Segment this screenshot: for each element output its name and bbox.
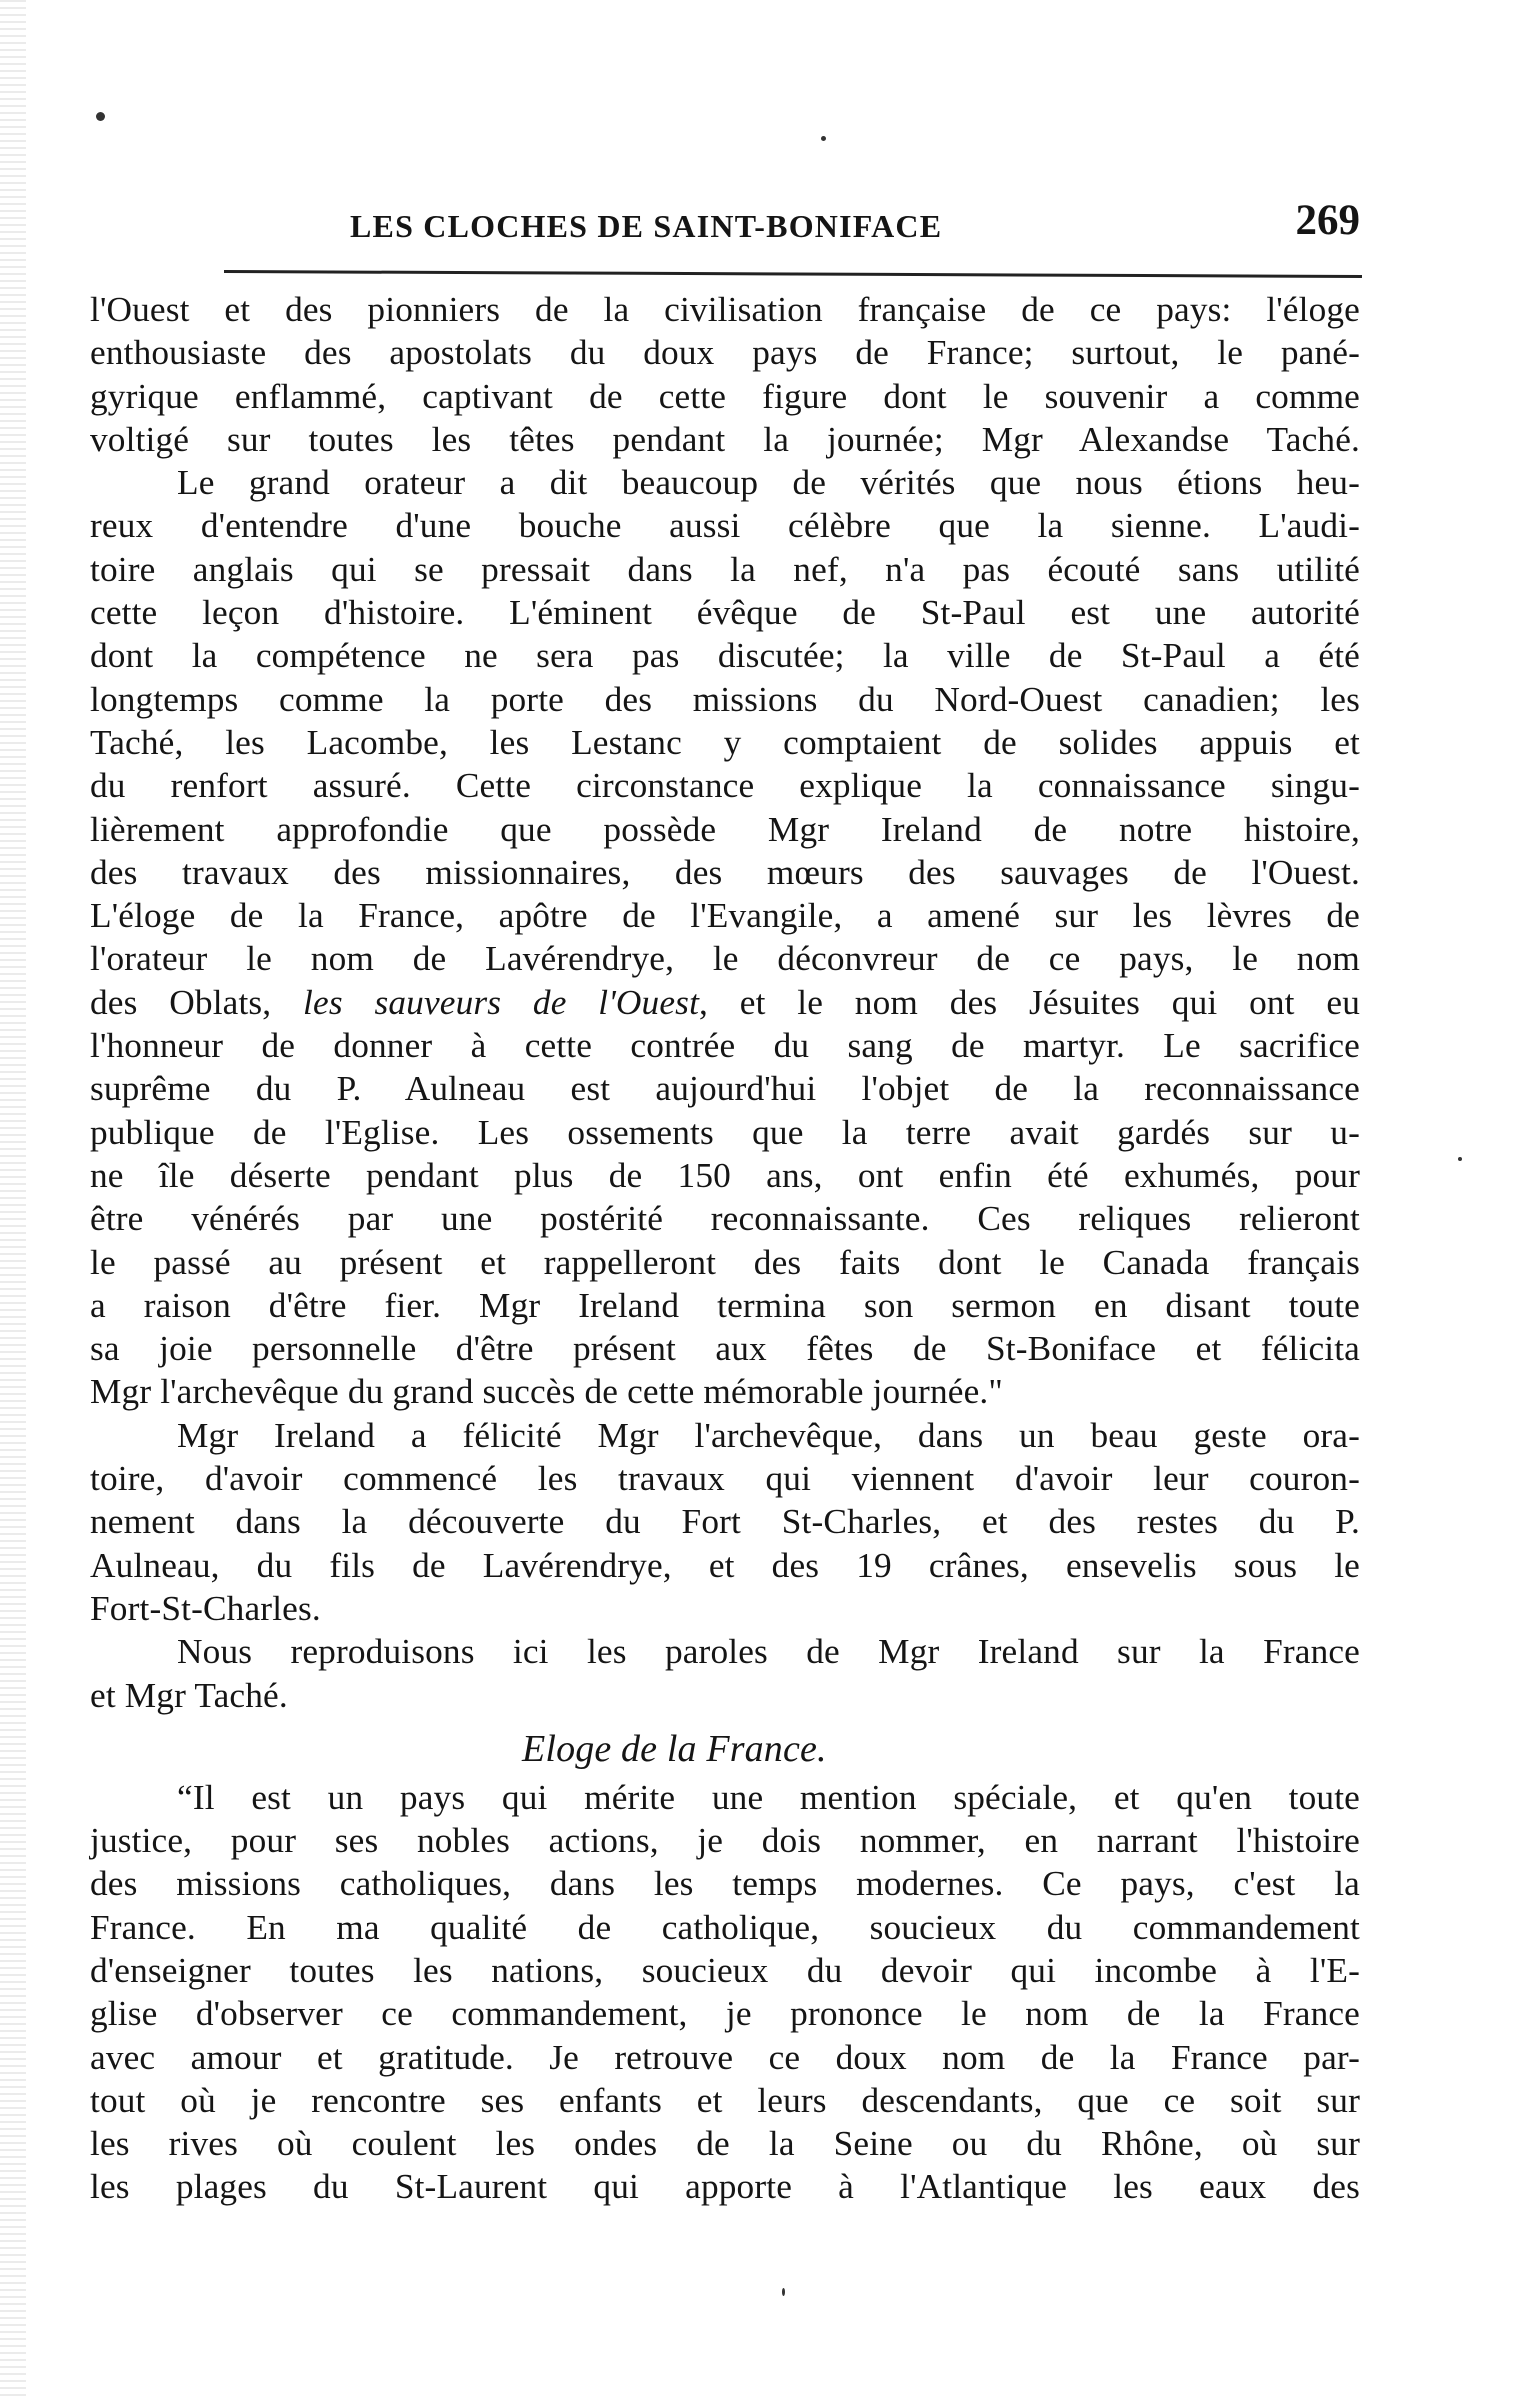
text-line: l'Ouest et des pionniers de la civilisation française de ce pays: l'éloge [90,290,1360,329]
page-number: 269 [1295,197,1360,244]
text-line: ne île déserte pendant plus de 150 ans, ont enfin été exhumés, pour [90,1155,1360,1195]
page-header [350,197,1360,252]
text-line: d'enseigner toutes les nations, soucieux du devoir qui incombe à l'E- [90,1950,1360,1990]
text-line: avec amour et gratitude. Je retrouve ce doux nom de la France par- [90,2037,1360,2077]
text-line: cette leçon d'histoire. L'éminent évêque de St-Paul est une autorité [90,593,1360,633]
text-line: Aulneau, du fils de Lavérendrye, et des 19 crânes, ensevelis sous le [90,1545,1360,1585]
scan-dot [821,136,826,141]
text-line-with-italic [90,981,1360,1024]
text-segment: des Oblats, [90,982,304,1022]
text-line: lièrement approfondie que possède Mgr Ireland de notre histoire, [90,809,1360,849]
text-line: longtemps comme la porte des missions du Nord-Ouest canadien; les [90,679,1360,719]
text-line: toire, d'avoir commencé les travaux qui viennent d'avoir leur couron- [90,1459,1360,1499]
text-line: publique de l'Eglise. Les ossements que la terre avait gardés sur u- [90,1112,1360,1152]
italic-phrase: les sauveurs de l'Ouest [303,982,700,1022]
scan-dot [1458,1157,1462,1161]
section-heading: Eloge de la France. [522,1727,827,1770]
text-line: et Mgr Taché. [90,1675,288,1715]
text-line: Taché, les Lacombe, les Lestanc y comptaient de solides appuis et [90,722,1360,762]
text-line: les rives où coulent les ondes de la Seine ou du Rhône, où sur [90,2124,1360,2164]
text-line: nement dans la découverte du Fort St-Charles, et des restes du P. [90,1502,1360,1542]
running-title: LES CLOCHES DE SAINT-BONIFACE [350,208,943,244]
text-line: Nous reproduisons ici les paroles de Mgr Ireland sur la France [177,1632,1360,1672]
text-line: reux d'entendre d'une bouche aussi célèbre que la sienne. L'audi- [90,506,1360,546]
text-line: L'éloge de la France, apôtre de l'Evangile, a amené sur les lèvres de [90,896,1360,936]
text-line: Mgr Ireland a félicité Mgr l'archevêque, dans un beau geste ora- [177,1415,1360,1455]
text-line: Le grand orateur a dit beaucoup de vérités que nous étions heu- [177,463,1360,503]
text-line: enthousiaste des apostolats du doux pays de France; surtout, le pané- [90,333,1360,373]
text-line: “Il est un pays qui mérite une mention spéciale, et qu'en toute [177,1777,1360,1817]
text-line: suprême du P. Aulneau est aujourd'hui l'objet de la reconnaissance [90,1069,1360,1109]
text-line: dont la compétence ne sera pas discutée; la ville de St-Paul a été [90,636,1360,676]
text-line: être vénérés par une postérité reconnaissante. Ces reliques relieront [90,1199,1360,1239]
text-line: justice, pour ses nobles actions, je dois nommer, en narrant l'histoire [90,1821,1360,1861]
text-line: l'orateur le nom de Lavérendrye, le déconvreur de ce pays, le nom [90,939,1360,979]
text-line: a raison d'être fier. Mgr Ireland termina son sermon en disant toute [90,1285,1360,1325]
body-text [90,288,1360,2209]
scan-dot [96,112,105,121]
text-line: Mgr l'archevêque du grand succès de cette mémorable journée." [90,1372,1003,1412]
scan-dot [782,2288,785,2296]
text-line: l'honneur de donner à cette contrée du sang de martyr. Le sacrifice [90,1026,1360,1066]
text-line: du renfort assuré. Cette circonstance explique la connaissance singu- [90,766,1360,806]
text-line: toire anglais qui se pressait dans la nef, n'a pas écouté sans utilité [90,549,1360,589]
text-segment: , et le nom des Jésuites qui ont eu [699,982,1361,1022]
text-line: les plages du St-Laurent qui apporte à l'Atlantique les eaux des [90,2167,1360,2207]
left-edge-scan-noise [0,0,26,2399]
text-line: tout où je rencontre ses enfants et leurs descendants, que ce soit sur [90,2080,1360,2120]
text-line: des missions catholiques, dans les temps modernes. Ce pays, c'est la [90,1864,1360,1904]
text-line: sa joie personnelle d'être présent aux fêtes de St-Boniface et félicita [90,1329,1360,1369]
text-line: Fort-St-Charles. [90,1588,321,1628]
text-line: France. En ma qualité de catholique, soucieux du commandement [90,1907,1360,1947]
text-line: des travaux des missionnaires, des mœurs des sauvages de l'Ouest. [90,852,1360,892]
header-rule [224,270,1362,278]
text-line: le passé au présent et rappelleront des faits dont le Canada français [90,1242,1360,1282]
text-line: gyrique enflammé, captivant de cette figure dont le souvenir a comme [90,376,1360,416]
text-line: glise d'observer ce commandement, je prononce le nom de la France [90,1994,1360,2034]
text-line: voltigé sur toutes les têtes pendant la journée; Mgr Alexandse Taché. [90,419,1360,459]
